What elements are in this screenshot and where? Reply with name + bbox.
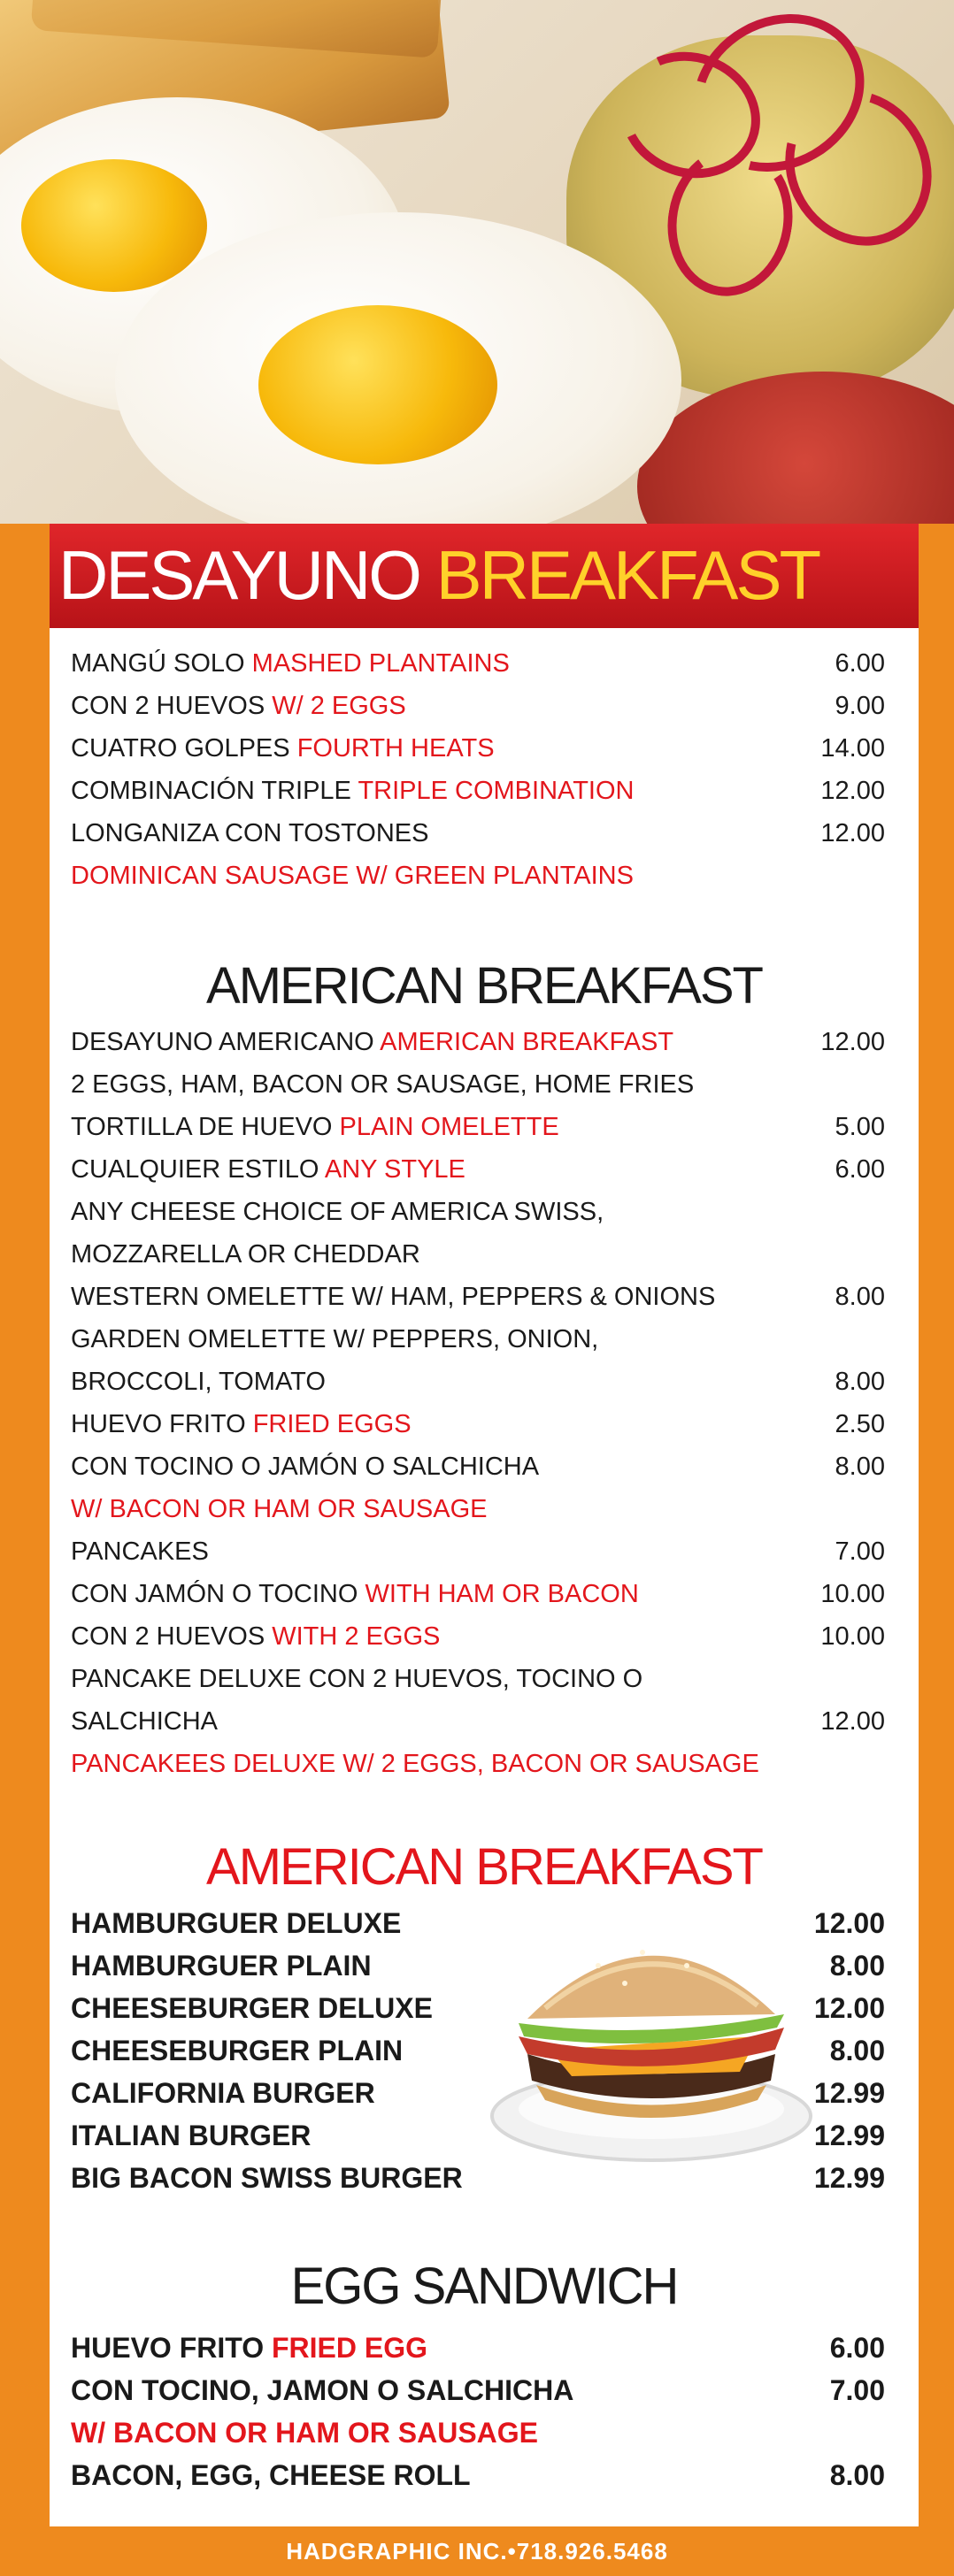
burger-image [465,1904,828,2169]
menu-item [71,2454,885,2496]
item-name: TORTILLA DE HUEVO [71,1113,340,1141]
item-price: 12.99 [813,2162,885,2194]
item-price: 8.00 [835,1283,885,1311]
item-price: 10.00 [820,1622,885,1651]
item-price: 10.00 [820,1580,885,1608]
item-translation: FOURTH HEATS [296,734,495,763]
item-name: COMBINACIÓN TRIPLE [71,777,358,805]
item-price: 7.00 [835,1537,885,1566]
item-price: 12.99 [813,2120,885,2151]
item-name: WESTERN OMELETTE W/ HAM, PEPPERS & ONIONS [71,1283,716,1311]
egg-sandwich-list [71,2327,885,2496]
item-name: CON 2 HUEVOS [71,692,273,720]
item-name: MOZZARELLA OR CHEDDAR [71,1240,420,1269]
item-name: LONGANIZA CON TOSTONES [71,819,429,847]
item-name: SALCHICHA [71,1707,218,1736]
item-name: DESAYUNO AMERICANO [71,1028,381,1056]
title-english: BREAKFAST [435,536,819,614]
breakfast-photo [0,0,954,524]
item-price: 2.50 [835,1410,885,1438]
menu-item [71,770,885,812]
item-translation: FRIED EGG [271,2332,427,2364]
item-price: 12.00 [813,1992,885,2024]
menu-item [71,1530,885,1573]
item-price: 7.00 [829,2374,885,2406]
menu-item [71,1488,885,1530]
item-translation: PANCAKEES DELUXE W/ 2 EGGS, BACON OR SAUSAGE [71,1750,759,1778]
item-name: ANY CHEESE CHOICE OF AMERICA SWISS, [71,1198,604,1226]
menu-item [71,1318,885,1361]
menu-item [71,1403,885,1445]
item-name: CALIFORNIA BURGER [71,2077,375,2109]
item-translation: W/ 2 EGGS [272,692,406,720]
item-price: 12.00 [820,819,885,847]
menu-item [71,727,885,770]
menu-item [71,1700,885,1743]
menu-item [71,1573,885,1615]
item-name: CON TOCINO, JAMON O SALCHICHA [71,2374,574,2406]
item-price: 6.00 [829,2332,885,2364]
item-price: 12.99 [813,2077,885,2109]
menu-item [71,1233,885,1276]
item-name: HAMBURGUER DELUXE [71,1907,402,1939]
item-name: PANCAKE DELUXE CON 2 HUEVOS, TOCINO O [71,1665,643,1693]
menu-item [71,1148,885,1191]
item-translation: MASHED PLANTAINS [251,649,510,678]
item-name: CUATRO GOLPES [71,734,297,763]
item-translation: AMERICAN BREAKFAST [380,1028,674,1056]
section-heading: AMERICAN BREAKFAST [206,957,762,1015]
section-heading: AMERICAN BREAKFAST [206,1838,762,1896]
item-name: BROCCOLI, TOMATO [71,1368,326,1396]
section-heading: EGG SANDWICH [290,2258,678,2315]
item-name: 2 EGGS, HAM, BACON OR SAUSAGE, HOME FRIES [71,1070,695,1099]
item-name: MANGÚ SOLO [71,649,252,678]
item-translation: FRIED EGGS [252,1410,412,1438]
item-price: 8.00 [829,1950,885,1982]
page-title [58,536,819,614]
item-name: BIG BACON SWISS BURGER [71,2162,463,2194]
menu-item [71,1743,885,1785]
item-name: CUALQUIER ESTILO [71,1155,325,1184]
yolk-image [21,159,207,292]
menu-panel [50,524,919,2526]
desayuno-list [71,642,885,897]
american-breakfast-list [71,1021,885,1785]
menu-item [71,812,885,855]
menu-item [71,2327,885,2369]
item-translation: W/ BACON OR HAM OR SAUSAGE [71,1495,488,1523]
item-price: 12.00 [813,1907,885,1939]
item-name: CHEESEBURGER PLAIN [71,2035,404,2066]
menu-item [71,1191,885,1233]
item-name: GARDEN OMELETTE W/ PEPPERS, ONION, [71,1325,599,1353]
item-name: ITALIAN BURGER [71,2120,312,2151]
menu-item [71,2411,885,2454]
salami-image [637,372,954,524]
menu-item [71,855,885,897]
menu-item [71,1361,885,1403]
title-spanish: DESAYUNO [58,536,419,614]
footer-credit: HADGRAPHIC INC.•718.926.5468 [286,2538,668,2564]
item-translation: DOMINICAN SAUSAGE W/ GREEN PLANTAINS [71,862,634,890]
item-price: 6.00 [835,649,885,678]
item-translation: W/ BACON OR HAM OR SAUSAGE [71,2417,538,2449]
yolk-image [258,305,497,464]
menu-item [71,1658,885,1700]
item-price: 9.00 [835,692,885,720]
item-name: HUEVO FRITO [71,1410,253,1438]
menu-item [71,2369,885,2411]
title-banner [50,524,919,628]
item-translation: ANY STYLE [324,1155,465,1184]
item-name: CON 2 HUEVOS [71,1622,273,1651]
item-price: 6.00 [835,1155,885,1184]
menu-item [71,1021,885,1063]
menu-item [71,1106,885,1148]
item-name: PANCAKES [71,1537,209,1566]
item-price: 12.00 [820,777,885,805]
item-price: 14.00 [820,734,885,763]
menu-item [71,1276,885,1318]
item-price: 8.00 [829,2459,885,2491]
item-translation: PLAIN OMELETTE [339,1113,559,1141]
item-name: HUEVO FRITO [71,2332,272,2364]
menu-item [71,685,885,727]
item-translation: WITH 2 EGGS [272,1622,441,1651]
menu-item [71,642,885,685]
item-name: CON TOCINO O JAMÓN O SALCHICHA [71,1453,540,1481]
item-name: BACON, EGG, CHEESE ROLL [71,2459,471,2491]
item-name: HAMBURGUER PLAIN [71,1950,372,1982]
item-name: CON JAMÓN O TOCINO [71,1580,365,1608]
item-price: 8.00 [829,2035,885,2066]
item-translation: WITH HAM OR BACON [365,1580,639,1608]
menu-item [71,1063,885,1106]
menu-item [71,1445,885,1488]
item-price: 12.00 [820,1707,885,1736]
item-translation: TRIPLE COMBINATION [358,777,635,805]
item-price: 12.00 [820,1028,885,1056]
menu-item [71,1615,885,1658]
item-name: CHEESEBURGER DELUXE [71,1992,433,2024]
item-price: 5.00 [835,1113,885,1141]
item-price: 8.00 [835,1453,885,1481]
item-price: 8.00 [835,1368,885,1396]
